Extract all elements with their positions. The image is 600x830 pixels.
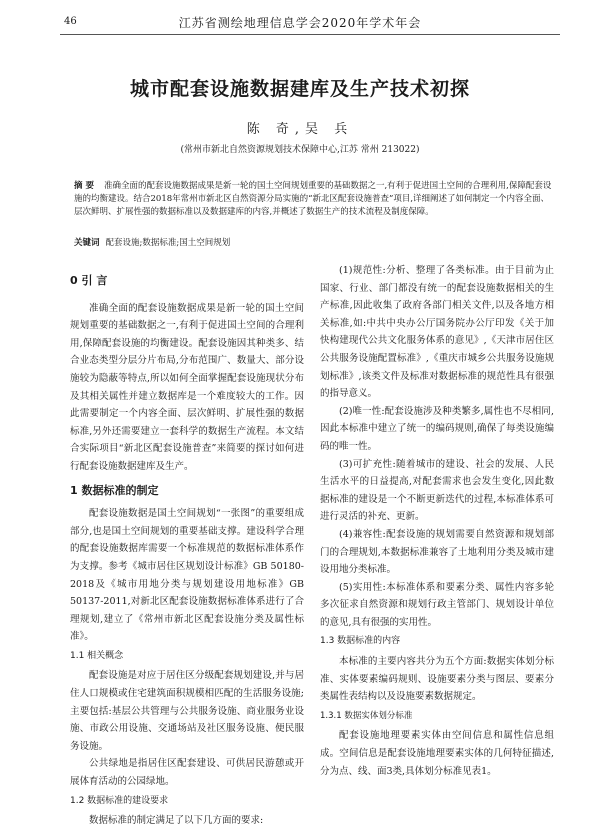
abstract-text: 准确全面的配套设施数据成果是新一轮的国土空间规划重要的基础数据之一,有利于促进国土空间的合理利用,保障配套设施的均衡建设。结合2018年常州市新北区自然资源分局实施的“新北区配套设施普查”项目,详细阐述了如何制定一个内容全面、层次鲜明、扩展性强的数据标准以及数据建库的内容,并概述了数据生产的技术流程及制度保障。 (74, 181, 552, 217)
paragraph: 配套设施数据是国土空间规划“一张图”的重要组成部分,也是国土空间规划的重要基础支撑。建设科学合理的配套设施数据库需要一个标准规范的数据标准体系作为支撑。参考《城市居住区规划设计标准》GB 50180-2018及《城市用地分类与规划建设用地标准》GB 50137-2011,对新北区配套设施数据标准体系进行了合理规划,建立了《常州市新北区配套设施分类及属性标准》。 (70, 508, 304, 643)
keywords (74, 236, 554, 248)
paragraph: 本标准的主要内容共分为五个方面:数据实体划分标准、实体要素编码规则、设施要素分类与图层、要素分类属性表结构以及设施要素数据规定。 (320, 656, 554, 703)
section-heading: 0 引 言 (70, 274, 108, 287)
paragraph: (1)规范性:分析、整理了各类标准。由于目前为止国家、行业、部门都没有统一的配套设施数据相关的生产标准,因此收集了政府各部门相关文件,以及各地方相关标准,如:中共中央办公厅国务院办公厅印发《关于加快构建现代公共文化服务体系的意见》,《天津市居住区公共服务设施配置标准》,《重庆市城乡公共服务设施规划标准》,该类文件及标准对数据标准的规范性具有很强的指导意义。 (320, 265, 554, 400)
right-column (320, 262, 554, 780)
paragraph: (2)唯一性:配套设施涉及种类繁多,属性也不尽相同,因此本标准中建立了统一的编码规则,确保了每类设施编码的唯一性。 (320, 405, 554, 452)
journal-name: 江苏省测绘地理信息学会2020年学术年会 (178, 16, 422, 30)
paper-title: 城市配套设施数据建库及生产技术初探 (129, 78, 470, 100)
abstract (74, 180, 554, 219)
paragraph: 配套设施地理要素实体由空间信息和属性信息组成。空间信息是配套设施地理要素实体的几何特征描述,分为点、线、面3类,具体划分标准见表1。 (320, 730, 554, 777)
paragraph: (4)兼容性:配套设施的规划需要自然资源和规划部门的合理规划,本数据标准兼容了土地利用分类及城市建设用地分类标准。 (320, 528, 554, 576)
subsection-heading: 1.2 数据标准的建设要求 (70, 795, 169, 806)
running-header (0, 0, 600, 34)
abstract-label: 摘 要 (74, 181, 94, 191)
paragraph: 准确全面的配套设施数据成果是新一轮的国土空间规划重要的基础数据之一,有利于促进国土空间的合理利用,保障配套设施的均衡建设。配套设施因其种类多、结合业态类型分层分片布局,分布范围广、数量大、部分设施较为隐蔽等特点,所以如何全面掌握配套设施现状分布及其相关属性并建立数据库是一个难度较大的工作。因此需要制定一个内容全面、层次鲜明、扩展性强的数据标准,另外还需要建立一套科学的数据生产流程。本文结合实际项目“新北区配套设施普查”来简要的探讨如何进行配套设施数据建库及生产。 (70, 302, 304, 472)
keywords-text: 配套设施;数据标准;国土空间规划 (105, 238, 231, 248)
affiliation: (常州市新北自然资源规划技术保障中心,江苏 常州 213022) (180, 145, 420, 155)
subsubsection-heading: 1.3.1 数据实体划分标准 (320, 710, 413, 721)
paragraph: (3)可扩充性:随着城市的建设、社会的发展、人民生活水平的日益提高,对配套需求也会发生变化,因此数据标准的建设是一个不断更新迭代的过程,本标准体系可进行灵活的补充、更新。 (320, 458, 554, 523)
authors: 陈 奇,吴 兵 (246, 122, 354, 137)
left-column (70, 262, 304, 830)
paragraph: 数据标准的制定满足了以下几方面的要求: (89, 815, 264, 827)
subsection-heading: 1.3 数据标准的内容 (320, 636, 401, 647)
section-heading: 1 数据标准的制定 (70, 483, 159, 497)
paragraph: (5)实用性:本标准体系和要素分类、属性内容多轮多次征求自然资源和规划行政主管部门、规划设计单位的意见,具有很强的实用性。 (320, 581, 554, 628)
paragraph: 配套设施是对应于居住区分级配套规划建设,并与居住人口规模或住宅建筑面积规模相匹配的生活服务设施;主要包括:基层公共管理与公共服务设施、商业服务业设施、市政公用设施、交通场站及社区服务设施、便民服务设施。 (70, 670, 304, 752)
header-rule (60, 34, 560, 35)
subsection-heading: 1.1 相关概念 (70, 650, 124, 661)
paragraph: 公共绿地是指居住区配套建设、可供居民游憩或开展体育活动的公园绿地。 (70, 758, 304, 788)
keywords-label: 关键词 (74, 238, 100, 248)
page-number: 46 (64, 16, 77, 27)
